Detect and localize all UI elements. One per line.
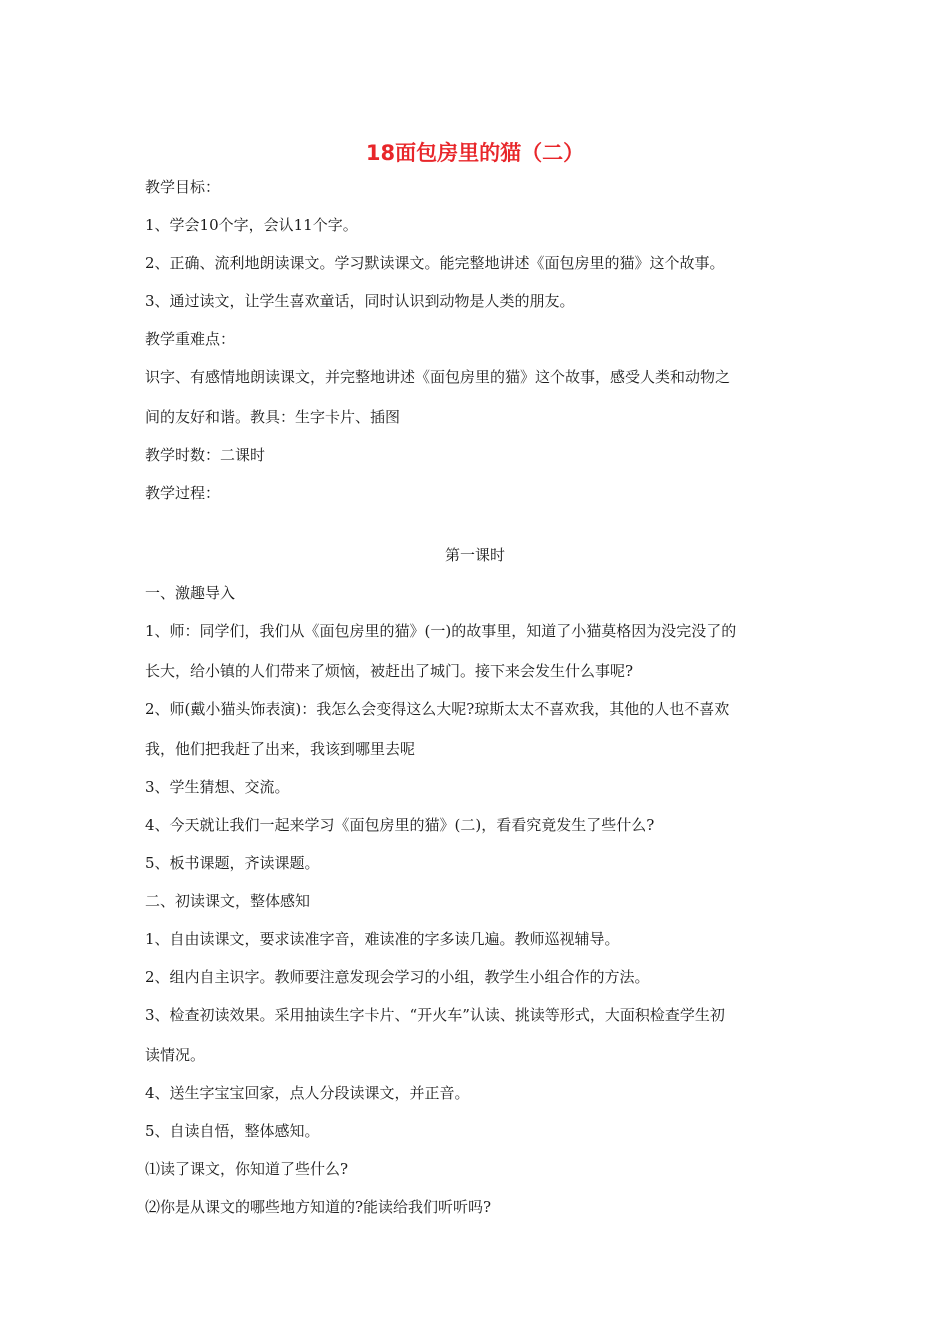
teaching-hours: 教学时数：二课时 bbox=[145, 446, 266, 464]
intro-item-5: 5、板书课题，齐读课题。 bbox=[145, 854, 320, 872]
reading-item-2: 2、组内自主识字。教师要注意发现会学习的小组，教学生小组合作的方法。 bbox=[145, 968, 650, 986]
question-1: ⑴读了课文，你知道了些什么? bbox=[145, 1160, 349, 1178]
goal-item-3: 3、通过读文，让学生喜欢童话，同时认识到动物是人类的朋友。 bbox=[145, 292, 575, 310]
section-heading-first-lesson: 第一课时 bbox=[444, 546, 505, 564]
question-2: ⑵你是从课文的哪些地方知道的?能读给我们听听吗? bbox=[145, 1198, 492, 1216]
heading-teaching-process: 教学过程： bbox=[145, 484, 221, 502]
intro-item-2: 2、师(戴小猫头饰表演)：我怎么会变得这么大呢?琼斯太太不喜欢我，其他的人也不喜欢 bbox=[145, 700, 730, 718]
intro-item-3: 3、学生猜想、交流。 bbox=[145, 778, 290, 796]
part-heading-intro: 一、激趣导入 bbox=[145, 584, 236, 602]
intro-item-2-cont: 我，他们把我赶了出来，我该到哪里去呢 bbox=[145, 740, 416, 758]
goal-item-2: 2、正确、流利地朗读课文。学习默读课文。能完整地讲述《面包房里的猫》这个故事。 bbox=[145, 254, 725, 272]
heading-teaching-goals: 教学目标： bbox=[145, 178, 221, 196]
key-points-text-2: 间的友好和谐。教具：生字卡片、插图 bbox=[145, 408, 401, 426]
document-title: 18面包房里的猫（二） bbox=[365, 141, 585, 165]
reading-item-4: 4、送生字宝宝回家，点人分段读课文，并正音。 bbox=[145, 1084, 470, 1102]
intro-item-1-cont: 长大，给小镇的人们带来了烦恼，被赶出了城门。接下来会发生什么事呢? bbox=[145, 662, 634, 680]
part-heading-first-reading: 二、初读课文，整体感知 bbox=[145, 892, 311, 910]
reading-item-3-cont: 读情况。 bbox=[145, 1046, 206, 1064]
goal-item-1: 1、学会10个字，会认11个字。 bbox=[145, 216, 358, 234]
reading-item-1: 1、自由读课文，要求读准字音，难读准的字多读几遍。教师巡视辅导。 bbox=[145, 930, 620, 948]
heading-key-points: 教学重难点： bbox=[145, 330, 236, 348]
intro-item-1: 1、师：同学们，我们从《面包房里的猫》(一)的故事里，知道了小猫莫格因为没完没了的 bbox=[145, 622, 737, 640]
intro-item-4: 4、今天就让我们一起来学习《面包房里的猫》(二)，看看究竟发生了些什么? bbox=[145, 816, 655, 834]
key-points-text-1: 识字、有感情地朗读课文，并完整地讲述《面包房里的猫》这个故事，感受人类和动物之 bbox=[145, 368, 731, 386]
reading-item-5: 5、自读自悟，整体感知。 bbox=[145, 1122, 320, 1140]
reading-item-3: 3、检查初读效果。采用抽读生字卡片、“开火车”认读、挑读等形式，大面积检查学生初 bbox=[145, 1006, 725, 1024]
